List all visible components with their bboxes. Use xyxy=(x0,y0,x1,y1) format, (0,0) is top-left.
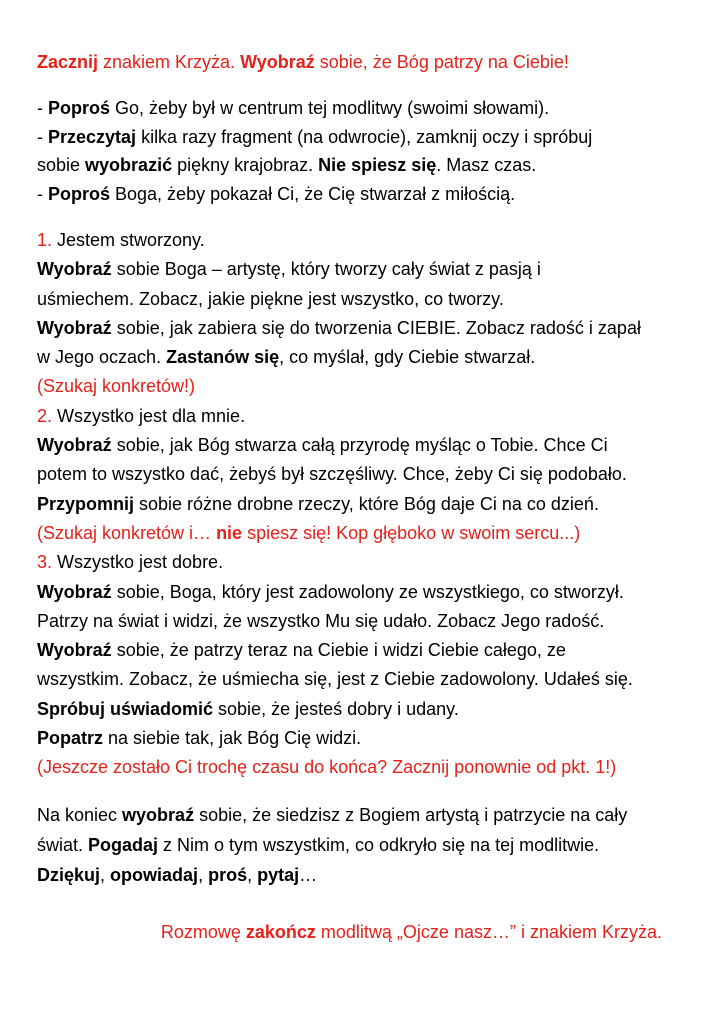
section-1-p1-line-1 xyxy=(37,255,697,284)
ending-text: sobie, że siedzisz z Bogiem artystą i patrzycie na cały xyxy=(194,805,628,825)
section-heading: Jestem stworzony. xyxy=(52,230,205,250)
intro-line xyxy=(37,48,697,77)
instruction-bold: wyobrazić xyxy=(85,155,173,175)
section-text: sobie, że patrzy teraz na Ciebie i widzi Ciebie całego, ze xyxy=(111,640,566,661)
section-bold: Wyobraź xyxy=(37,435,112,456)
ending-bold: pytaj xyxy=(257,865,300,885)
ending-bold: Dziękuj xyxy=(37,865,101,885)
note-text: (Szukaj konkretów i… xyxy=(37,522,217,543)
separator: , xyxy=(100,865,111,885)
section-number: 3. xyxy=(37,552,53,573)
section-1-p1-line-2: uśmiechem. Zobacz, jakie piękne jest wszystko, co tworzy. xyxy=(37,288,504,309)
closing-line xyxy=(37,918,662,947)
section-number: 1. xyxy=(37,230,53,250)
section-1-note: (Szukaj konkretów!) xyxy=(37,376,196,397)
intro-start-rest: znakiem Krzyża. xyxy=(98,52,241,72)
separator: , xyxy=(198,865,209,885)
dash: - xyxy=(37,183,48,204)
ending-text: z Nim o tym wszystkim, co odkryło się na tej modlitwie. xyxy=(158,835,600,855)
ending-text: świat. xyxy=(37,835,89,855)
intro-imagine-rest: sobie, że Bóg patrzy na Ciebie! xyxy=(314,52,569,72)
section-bold: Wyobraź xyxy=(37,640,112,661)
instruction-text: piękny krajobraz. xyxy=(172,155,319,175)
ending-bold: proś xyxy=(208,865,248,885)
instructions-block xyxy=(37,94,697,208)
section-text: sobie, że jesteś dobry i udany. xyxy=(213,698,459,719)
instruction-line-1 xyxy=(37,94,697,123)
instruction-line-2 xyxy=(37,123,697,152)
instruction-bold: Poproś xyxy=(48,98,111,118)
section-3-p2-line-2: wszystkim. Zobacz, że uśmiecha się, jest z Ciebie zadowolony. Udałeś się. xyxy=(37,669,633,690)
intro-imagine-bold: Wyobraź xyxy=(240,52,315,72)
section-3-p2-line-1 xyxy=(37,636,697,665)
section-bold: Wyobraź xyxy=(37,317,112,338)
section-3-p1-line-2: Patrzy na świat i widzi, że wszystko Mu się udało. Zobacz Jego radość. xyxy=(37,610,605,631)
instruction-bold: Przeczytaj xyxy=(48,126,137,147)
instruction-line-3 xyxy=(37,151,697,180)
section-text: sobie, Boga, który jest zadowolony ze wszystkiego, co stworzył. xyxy=(111,581,624,602)
instruction-text: sobie xyxy=(37,155,86,175)
instruction-bold: Nie spiesz się xyxy=(318,155,437,175)
separator: , xyxy=(247,865,258,885)
note-text: spiesz się! Kop głęboko w swoim sercu...) xyxy=(242,522,581,543)
section-2-p2-line-1 xyxy=(37,490,697,519)
section-2-p1-line-1 xyxy=(37,431,697,460)
instruction-bold: Poproś xyxy=(48,183,111,204)
section-bold: Przypomnij xyxy=(37,493,135,514)
section-text: sobie, jak Bóg stwarza całą przyrodę myśląc o Tobie. Chce Ci xyxy=(111,435,608,456)
ending-bold: wyobraź xyxy=(122,805,195,825)
section-3-note: (Jeszcze zostało Ci trochę czasu do końca? Zacznij ponownie od pkt. 1!) xyxy=(37,757,617,778)
ending-bold: opowiadaj xyxy=(110,865,199,885)
section-bold: Spróbuj uświadomić xyxy=(37,698,214,719)
section-text: na siebie tak, jak Bóg Cię widzi. xyxy=(103,728,362,749)
ending-line-3 xyxy=(37,860,697,890)
section-3-p4 xyxy=(37,724,697,753)
ellipsis: … xyxy=(299,865,318,885)
section-text: sobie różne drobne rzeczy, które Bóg daje Ci na co dzień. xyxy=(134,493,599,514)
ending-line-1 xyxy=(37,800,697,830)
section-2-heading xyxy=(37,402,697,431)
section-1-heading xyxy=(37,226,697,255)
section-3-p3 xyxy=(37,695,697,724)
section-bold: Popatrz xyxy=(37,728,104,749)
section-3-heading xyxy=(37,548,697,577)
instruction-text: Go, żeby był w centrum tej modlitwy (swoimi słowami). xyxy=(110,98,550,118)
instruction-line-4 xyxy=(37,180,697,209)
section-heading: Wszystko jest dla mnie. xyxy=(52,405,246,426)
instruction-text: . Masz czas. xyxy=(436,155,537,175)
intro-start-bold: Zacznij xyxy=(37,52,99,72)
instruction-text: kilka razy fragment (na odwrocie), zamknij oczy i spróbuj xyxy=(136,126,593,147)
note-bold: nie xyxy=(216,522,243,543)
section-2-p1-line-2: potem to wszystko dać, żebyś był szczęśliwy. Chce, żeby Ci się podobało. xyxy=(37,464,627,485)
section-bold: Zastanów się xyxy=(166,347,280,368)
closing-text: modlitwą „Ojcze nasz…” i znakiem Krzyża. xyxy=(315,922,662,942)
section-text: sobie, jak zabiera się do tworzenia CIEBIE. Zobacz radość i zapał xyxy=(111,317,641,338)
section-bold: Wyobraź xyxy=(37,259,112,280)
section-text: sobie Boga – artystę, który tworzy cały świat z pasją i xyxy=(111,259,541,280)
section-text: , co myślał, gdy Ciebie stwarzał. xyxy=(279,347,536,368)
ending-text: Na koniec xyxy=(37,805,123,825)
section-text: w Jego oczach. xyxy=(37,347,167,368)
meditation-sections xyxy=(37,226,697,783)
dash: - xyxy=(37,98,48,118)
section-bold: Wyobraź xyxy=(37,581,112,602)
closing-text: Rozmowę xyxy=(160,922,246,942)
dash: - xyxy=(37,126,48,147)
section-1-p2-line-2 xyxy=(37,343,697,372)
ending-block xyxy=(37,800,697,890)
section-number: 2. xyxy=(37,405,53,426)
closing-bold: zakończ xyxy=(245,922,316,942)
ending-line-2 xyxy=(37,830,697,860)
section-3-p1-line-1 xyxy=(37,578,697,607)
instruction-text: Boga, żeby pokazał Ci, że Cię stwarzał z miłością. xyxy=(110,183,516,204)
ending-bold: Pogadaj xyxy=(88,835,159,855)
section-1-p2-line-1 xyxy=(37,314,697,343)
section-2-note xyxy=(37,519,697,548)
section-heading: Wszystko jest dobre. xyxy=(52,552,224,573)
